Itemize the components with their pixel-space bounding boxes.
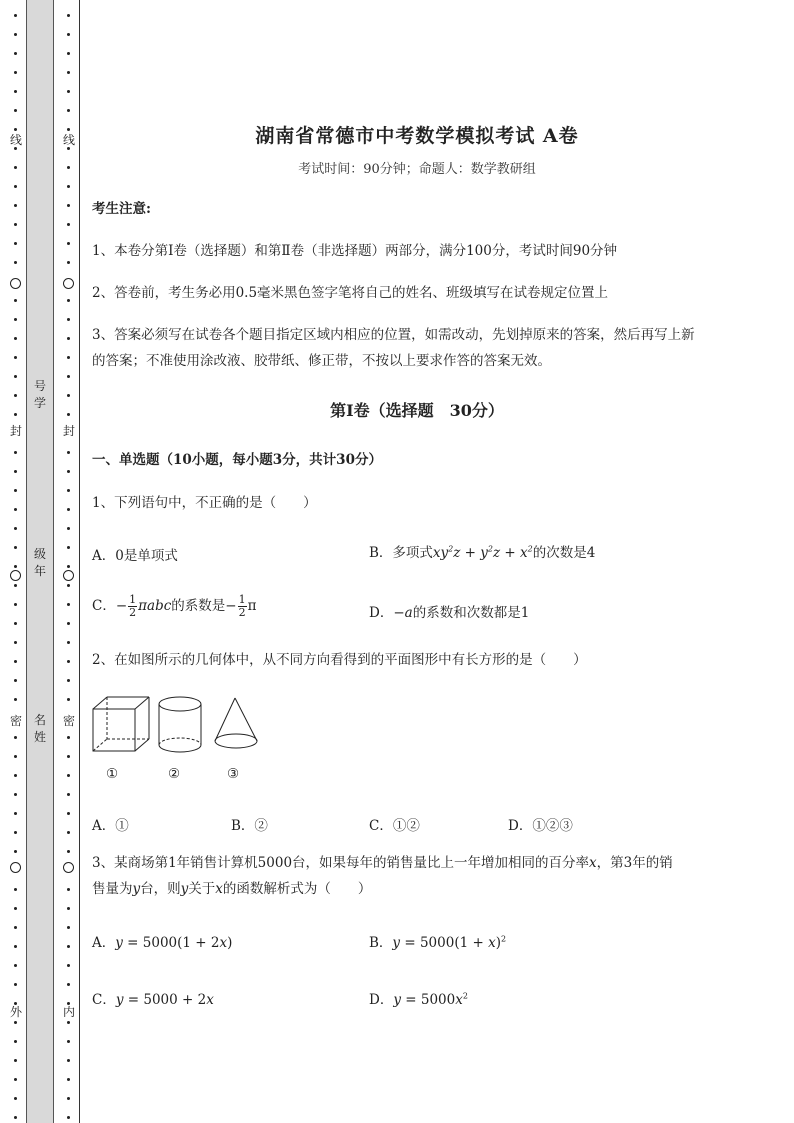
binding-dot [14, 90, 17, 93]
q2-option-b: B．② [231, 818, 268, 834]
q1-stem: 1、下列语句中，不正确的是（ ） [92, 495, 317, 511]
notice-item-3: 3、答案必须写在试卷各个题目指定区域内相应的位置，如需改动，先划掉原来的答案，然后再写上新 [92, 327, 695, 343]
fraction-half: $\frac{1}{2}$ [129, 593, 137, 619]
binding-dot [67, 736, 70, 739]
binding-dot [67, 850, 70, 853]
binding-dot [67, 698, 70, 701]
binding-dot [14, 1078, 17, 1081]
binding-dot [67, 1078, 70, 1081]
page-title: 湖南省常德市中考数学模拟考试 A卷 [255, 125, 579, 147]
notice-item-1: 1、本卷分第Ⅰ卷（选择题）和第Ⅱ卷（非选择题）两部分，满分100分，考试时间90分钟 [92, 243, 618, 259]
binding-dot [67, 128, 70, 131]
left-mark-seal: 封 [9, 424, 22, 438]
binding-dot [14, 527, 17, 530]
q1-option-b-suffix: 的次数是4 [532, 545, 596, 561]
binding-dot [14, 166, 17, 169]
binding-dot [67, 299, 70, 302]
binding-dot [14, 52, 17, 55]
geometric-solids-figure [92, 694, 272, 758]
binding-dot [14, 755, 17, 758]
binding-dot [67, 964, 70, 967]
right-mark-seal: 封 [62, 424, 75, 438]
binding-dot [67, 812, 70, 815]
binding-dot [14, 603, 17, 606]
binding-dot [67, 375, 70, 378]
binding-dot [14, 907, 17, 910]
binding-dot [67, 33, 70, 36]
binding-dot [67, 983, 70, 986]
binding-dot [14, 14, 17, 17]
q3-stem-text: 3、某商场第1年销售计算机5000台，如果每年的销售量比上一年增加相同的百分率 [92, 855, 590, 871]
binding-dot [67, 166, 70, 169]
binding-dot [67, 508, 70, 511]
binding-dot [67, 945, 70, 948]
binding-dot [14, 1116, 17, 1119]
binding-dot [14, 1059, 17, 1062]
q3-option-b: B．$y = 5000(1 + x)^2$ [369, 934, 507, 951]
binding-margin [0, 0, 82, 1123]
binding-dot [14, 394, 17, 397]
binding-dot [67, 565, 70, 568]
binding-dot [67, 755, 70, 758]
q2-stem: 2、在如图所示的几何体中，从不同方向看得到的平面图形中有长方形的是（ ） [92, 652, 587, 668]
binding-dot [14, 318, 17, 321]
binding-dot [67, 926, 70, 929]
binding-dot [67, 1040, 70, 1043]
binding-dot [67, 489, 70, 492]
binding-dot [14, 641, 17, 644]
cube-shape [93, 697, 149, 751]
q3-option-d: D．$y = 5000x^2$ [369, 991, 468, 1008]
q1-option-d-suffix: 的系数和次数都是1 [412, 605, 530, 621]
binding-dot [14, 926, 17, 929]
q1-option-b [369, 541, 595, 561]
binding-dot [14, 584, 17, 587]
q3-stem-text: 关于 [188, 881, 216, 897]
binding-dot [14, 736, 17, 739]
binding-dot [67, 793, 70, 796]
q3-stem-text: 售量为 [92, 881, 133, 897]
binding-dot [67, 109, 70, 112]
binding-dot [14, 622, 17, 625]
binding-dot [14, 451, 17, 454]
binding-dot [67, 261, 70, 264]
cylinder-shape [159, 697, 201, 752]
binding-dot [14, 147, 17, 150]
binding-dot [14, 223, 17, 226]
binding-dot [67, 1116, 70, 1119]
q3-option-d-label: D． [369, 992, 394, 1008]
binding-dot [67, 356, 70, 359]
q1-option-d: D．−a的系数和次数都是1 [369, 605, 530, 621]
binding-dot [67, 584, 70, 587]
fraction-half: $\frac{1}{2}$ [238, 593, 246, 619]
q1-option-d-prefix: D． [369, 605, 394, 621]
q1-option-c-prefix: C． [92, 598, 116, 614]
q1-option-b-formula: $xy^2z + y^2z + x^2$ [432, 544, 533, 561]
binding-dot [67, 14, 70, 17]
q3-option-c-label: C． [92, 992, 116, 1008]
right-mark-secret: 密 [62, 714, 75, 728]
q2-option-c: C．①② [369, 818, 420, 834]
binding-dot [67, 90, 70, 93]
binding-dot [67, 907, 70, 910]
q1-option-c: C．− $\frac{1}{2}$ πabc的系数是− $\frac{1}{2}$ π [92, 593, 257, 619]
q2-option-d: D．①②③ [508, 818, 573, 834]
grade-label: 级年 [33, 547, 46, 578]
left-circle-mark [10, 278, 21, 289]
binding-dot [14, 337, 17, 340]
binding-dot [67, 660, 70, 663]
left-circle-mark [10, 570, 21, 581]
binding-dot [14, 831, 17, 834]
binding-dot [14, 774, 17, 777]
binding-dot [14, 850, 17, 853]
section-title: 第Ⅰ卷（选择题 30分） [330, 401, 504, 420]
binding-dot [14, 888, 17, 891]
binding-dot [14, 33, 17, 36]
binding-dot [67, 470, 70, 473]
q3-option-c: C．y = 5000 + 2x [92, 992, 214, 1008]
q2-option-a: A．① [92, 818, 129, 834]
binding-border-line [79, 0, 80, 1123]
q3-option-b-label: B． [369, 935, 393, 951]
left-circle-mark [10, 862, 21, 873]
binding-dot [14, 812, 17, 815]
binding-dot [14, 71, 17, 74]
binding-dot [14, 1040, 17, 1043]
q3-option-a-label: A． [92, 935, 116, 951]
q3-stem-text: 台，则 [140, 881, 181, 897]
binding-dot [14, 679, 17, 682]
binding-dot [14, 128, 17, 131]
figure-label-1: ① [106, 766, 119, 782]
binding-dot [67, 546, 70, 549]
figure-label-2: ② [168, 766, 181, 782]
binding-dot [14, 261, 17, 264]
binding-dot [14, 204, 17, 207]
q1-option-c-mid: 的系数是 [171, 598, 226, 614]
left-mark-outer: 外 [9, 1005, 22, 1019]
binding-dot [14, 1097, 17, 1100]
name-label: 名姓 [33, 713, 46, 744]
binding-dot [67, 831, 70, 834]
student-number-label: 号学 [33, 379, 46, 410]
binding-dot [67, 888, 70, 891]
binding-dot [67, 71, 70, 74]
binding-dot [14, 546, 17, 549]
binding-dot [67, 527, 70, 530]
binding-dot [67, 451, 70, 454]
binding-dot [14, 660, 17, 663]
binding-dot [14, 375, 17, 378]
left-dotted-line [8, 0, 24, 1123]
binding-dot [67, 1021, 70, 1024]
q1-option-b-prefix: B．多项式 [369, 545, 433, 561]
binding-dot [67, 413, 70, 416]
binding-dot [67, 337, 70, 340]
binding-dot [14, 489, 17, 492]
binding-dot [67, 641, 70, 644]
binding-dot [14, 242, 17, 245]
binding-dot [14, 698, 17, 701]
binding-dot [14, 565, 17, 568]
part-heading: 一、单选题（10小题，每小题3分，共计30分） [92, 452, 382, 468]
binding-dot [14, 945, 17, 948]
notice-item-2: 2、答卷前，考生务必用0.5毫米黑色签字笔将自己的姓名、班级填写在试卷规定位置上 [92, 285, 609, 301]
right-mark-inner: 内 [62, 1005, 75, 1019]
binding-dot [67, 622, 70, 625]
binding-dot [67, 318, 70, 321]
right-mark-line: 线 [62, 133, 75, 147]
right-circle-mark [63, 570, 74, 581]
binding-dot [67, 679, 70, 682]
binding-dot [67, 185, 70, 188]
binding-dot [67, 774, 70, 777]
binding-dot [14, 109, 17, 112]
binding-dot [67, 1097, 70, 1100]
binding-dot [14, 1021, 17, 1024]
binding-dot [14, 508, 17, 511]
binding-dot [14, 793, 17, 796]
right-circle-mark [63, 862, 74, 873]
page-subtitle: 考试时间：90分钟；命题人：数学教研组 [298, 162, 536, 177]
figure-label-3: ③ [227, 766, 240, 782]
left-mark-secret: 密 [9, 714, 22, 728]
q1-option-a: A．0是单项式 [92, 548, 178, 564]
binding-dot [14, 299, 17, 302]
right-circle-mark [63, 278, 74, 289]
binding-dot [67, 1059, 70, 1062]
binding-dot [67, 52, 70, 55]
left-mark-line: 线 [9, 133, 22, 147]
q3-option-a: A．y = 5000(1 + 2x) [92, 935, 233, 951]
binding-dot [67, 147, 70, 150]
right-dotted-line [61, 0, 77, 1123]
binding-dot [67, 603, 70, 606]
notice-item-3-cont: 的答案；不准使用涂改液、胶带纸、修正带，不按以上要求作答的答案无效。 [92, 353, 551, 369]
binding-dot [67, 394, 70, 397]
binding-dot [14, 185, 17, 188]
notice-heading: 考生注意: [92, 201, 151, 217]
binding-dot [14, 413, 17, 416]
binding-dot [14, 470, 17, 473]
binding-dot [67, 223, 70, 226]
binding-dot [67, 242, 70, 245]
cone-shape [215, 698, 257, 748]
q3-stem-line1: 3、某商场第1年销售计算机5000台，如果每年的销售量比上一年增加相同的百分率x，第3年的销 [92, 855, 673, 871]
binding-dot [14, 964, 17, 967]
q3-stem-line2: 售量为y台，则y关于x的函数解析式为（ ） [92, 881, 372, 897]
binding-dot [14, 983, 17, 986]
q3-stem-text: 的函数解析式为（ ） [222, 881, 372, 897]
binding-dot [67, 204, 70, 207]
binding-dot [14, 356, 17, 359]
q3-stem-text: ，第3年的销 [596, 855, 673, 871]
